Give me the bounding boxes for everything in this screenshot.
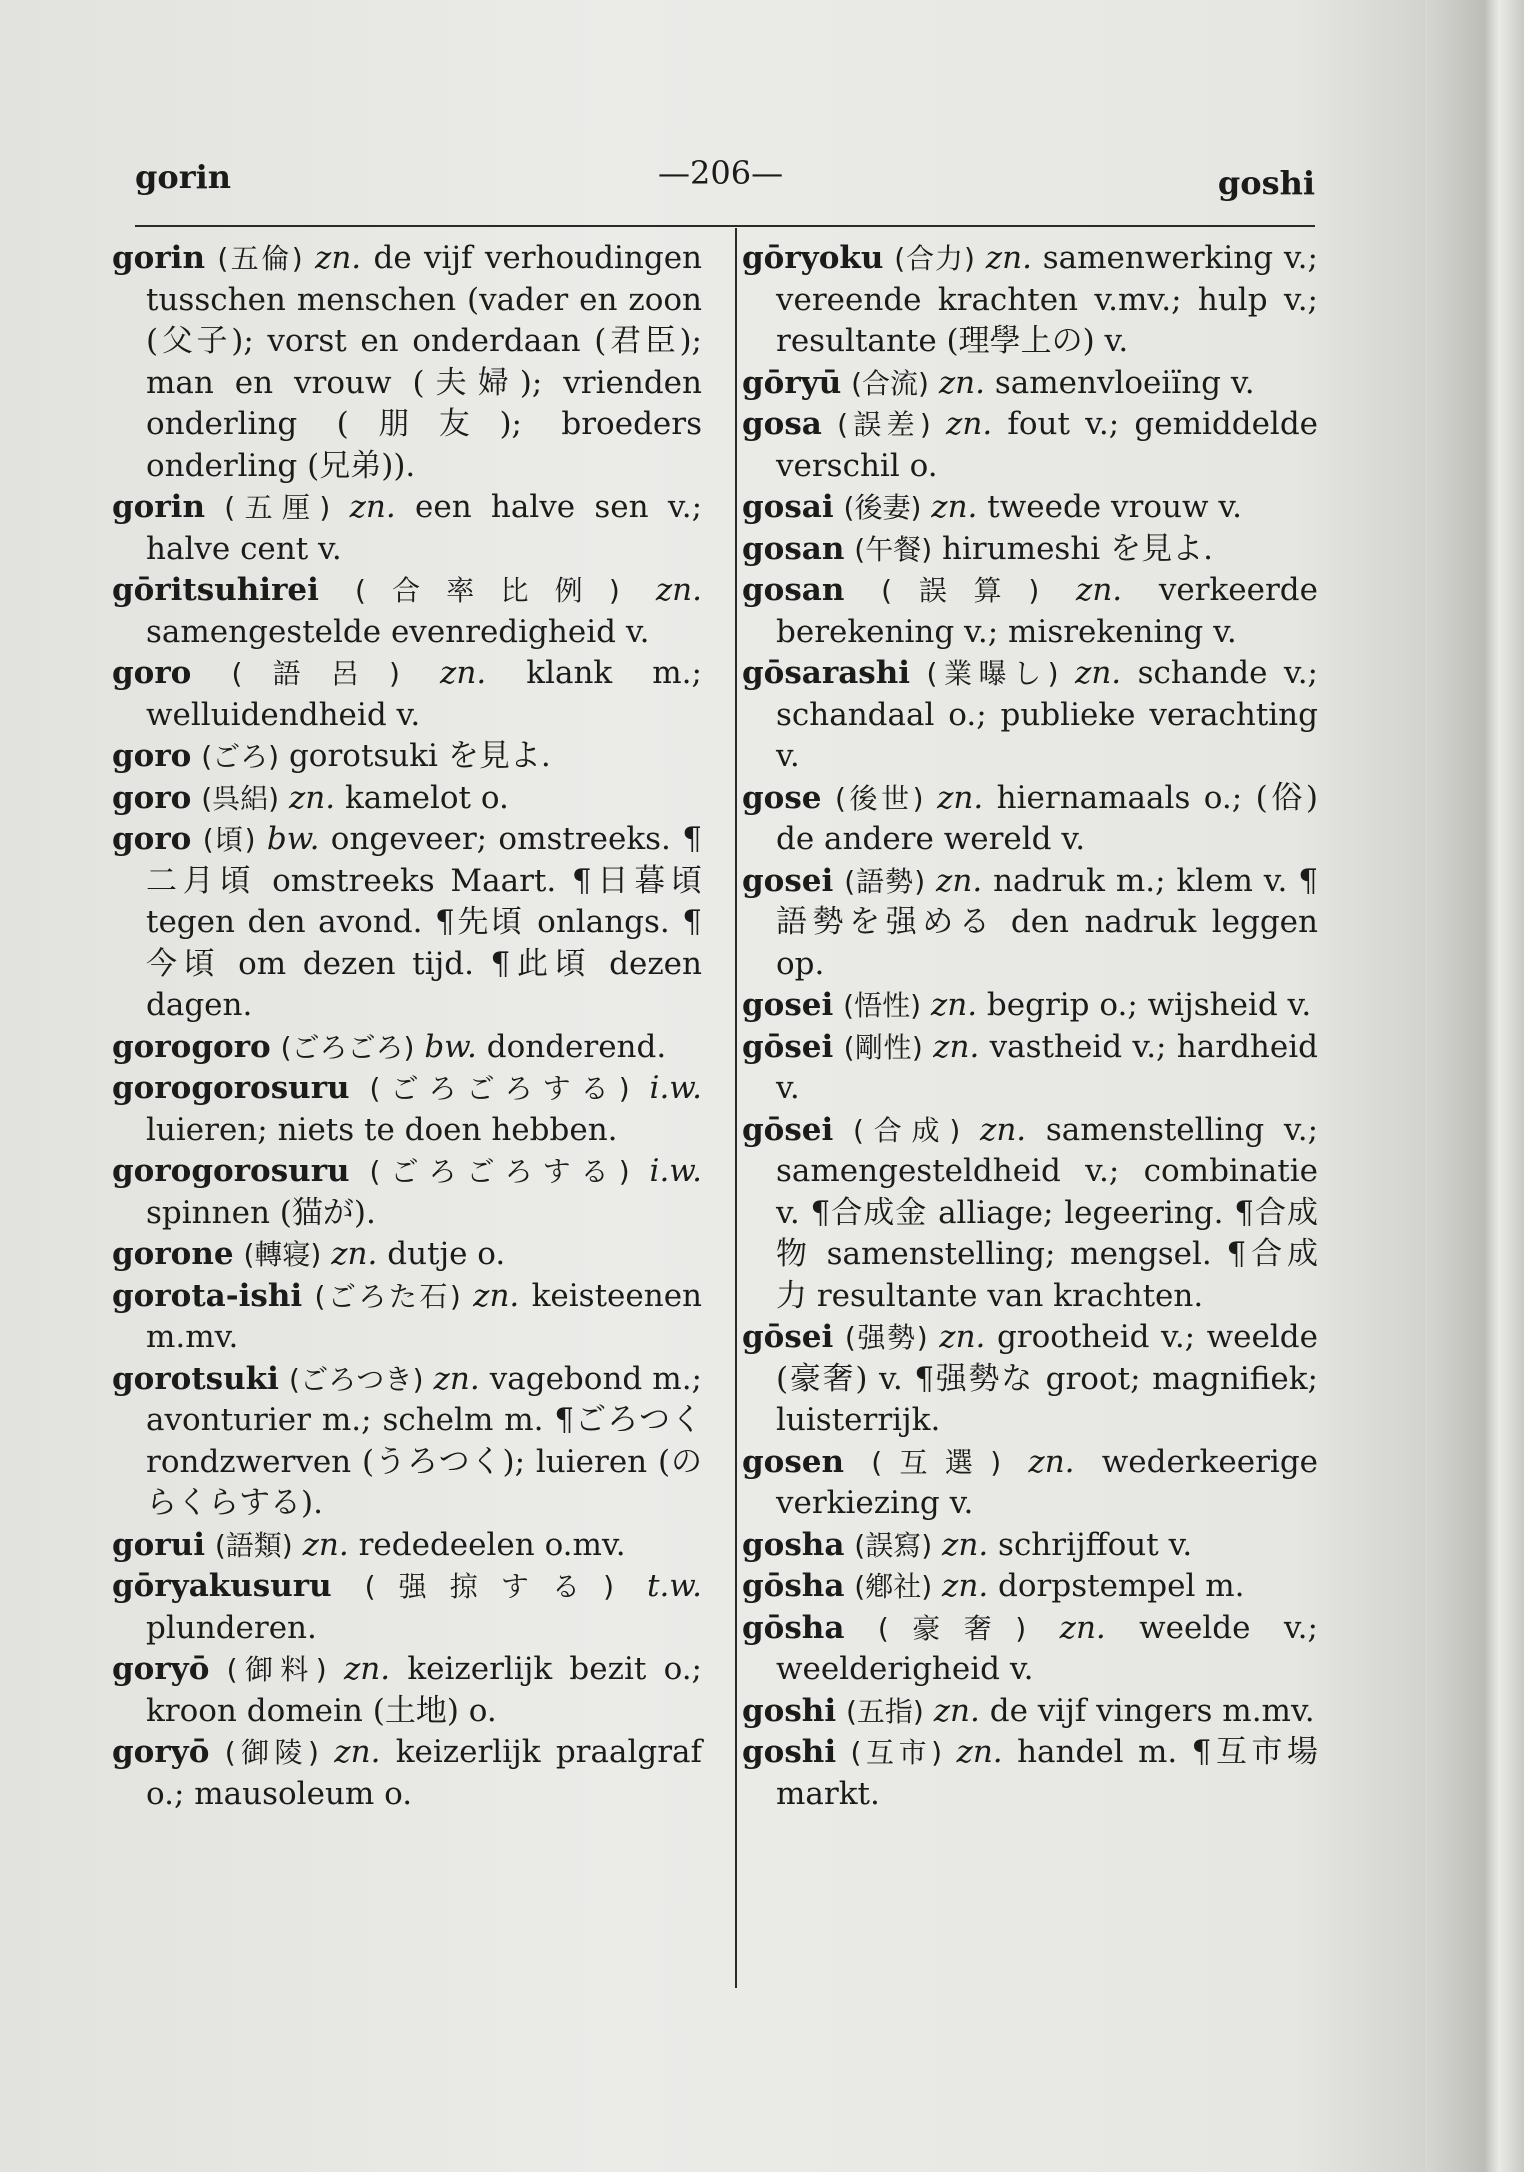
entry-kanji: (ごろごろ) <box>280 1030 415 1064</box>
dictionary-entry <box>112 1359 702 1525</box>
part-of-speech: zn. <box>939 1319 986 1355</box>
definition: spinnen (猫が). <box>146 1194 376 1231</box>
page-number: —206— <box>658 154 784 192</box>
headword: goro <box>112 779 192 816</box>
part-of-speech: zn. <box>1059 1609 1106 1646</box>
definition: keizerlijk praalgraf o.; mausoleum o. <box>146 1734 702 1812</box>
entry-kanji: (强勢) <box>844 1321 928 1354</box>
entry-kanji: (合力) <box>894 242 975 275</box>
entry-kanji: (强掠する) <box>364 1570 615 1603</box>
dictionary-entry <box>742 363 1318 405</box>
headword: gorota-ishi <box>112 1277 303 1314</box>
part-of-speech: zn. <box>946 406 993 442</box>
dictionary-entry <box>742 653 1318 778</box>
dictionary-entry <box>112 1068 702 1151</box>
headword: gōsei <box>742 1111 834 1148</box>
dictionary-entry <box>112 1234 702 1276</box>
dictionary-entry <box>742 1566 1318 1608</box>
dictionary-entry <box>112 1151 702 1234</box>
part-of-speech: zn. <box>334 1734 381 1770</box>
headword: gorui <box>112 1526 205 1563</box>
part-of-speech: zn. <box>942 1568 989 1604</box>
headword: gosai <box>742 489 834 525</box>
definition: luieren; niets te doen hebben. <box>146 1111 618 1148</box>
part-of-speech: zn. <box>956 1734 1003 1770</box>
entry-kanji: (合流) <box>851 366 929 400</box>
part-of-speech: zn. <box>440 655 487 691</box>
dictionary-entry <box>112 819 702 1027</box>
dictionary-entry <box>112 238 702 487</box>
part-of-speech: zn. <box>349 489 396 525</box>
part-of-speech: zn. <box>473 1277 520 1314</box>
entry-kanji: (鄕社) <box>854 1570 933 1603</box>
dictionary-entry <box>112 653 702 736</box>
dictionary-entry <box>742 1691 1318 1733</box>
left-column <box>112 238 702 1815</box>
entry-kanji: (ごろつき) <box>288 1362 424 1396</box>
dictionary-entry <box>742 861 1318 986</box>
definition: donderend. <box>486 1028 667 1065</box>
part-of-speech: bw. <box>266 821 320 857</box>
part-of-speech: zn. <box>288 779 336 816</box>
entry-kanji: (語呂) <box>231 657 400 690</box>
part-of-speech: zn. <box>1028 1443 1075 1480</box>
definition: begrip o.; wijsheid v. <box>986 987 1312 1023</box>
definition: kamelot o. <box>344 779 509 816</box>
part-of-speech: bw. <box>424 1028 477 1065</box>
entry-kanji: (語類) <box>214 1528 293 1562</box>
headword: goro <box>112 655 192 691</box>
definition: samenvloeiïng v. <box>994 364 1255 401</box>
header-rule <box>135 225 1315 227</box>
part-of-speech: zn. <box>933 1028 980 1065</box>
entry-kanji: (語勢) <box>844 864 926 898</box>
entry-kanji: (誤算) <box>881 574 1040 607</box>
headword: gōryoku <box>742 240 884 276</box>
definition: samenstelling v.; samengesteldheid v.; combinatie v. ¶合成金 alliage; legeering. ¶合成物 samenstelling; mengsel. ¶合成力 resultante van krachten. <box>776 1111 1319 1314</box>
part-of-speech: zn. <box>302 1526 349 1563</box>
entry-kanji: (合率比例) <box>354 574 620 607</box>
header-left-guideword: gorin <box>135 158 231 196</box>
definition: hirumeshi を見よ. <box>942 530 1213 567</box>
definition: tweede vrouw v. <box>987 489 1243 525</box>
headword: gose <box>742 779 822 816</box>
headword: gōsha <box>742 1568 845 1604</box>
part-of-speech: zn. <box>942 1526 989 1563</box>
dictionary-entry <box>112 1525 702 1567</box>
definition: vagebond m.; avonturier m.; schelm m. ¶ごろつく rondzwerven (うろつく); luieren (のらくらする). <box>146 1360 702 1521</box>
definition: schande v.; schandaal o.; publieke verachting v. <box>776 655 1318 774</box>
part-of-speech: zn. <box>343 1651 391 1687</box>
headword: gōritsuhirei <box>112 572 319 608</box>
definition: hiernamaals o.; (俗) de andere wereld v. <box>776 779 1319 857</box>
definition: de vijf verhoudingen tusschen menschen (vader en zoon (父子); vorst en onderdaan (君臣); man en vrouw (夫婦); vrienden onderling (朋友); broeders onderling (兄弟)). <box>146 240 703 484</box>
headword: gosan <box>742 530 845 567</box>
headword: gōryakusuru <box>112 1568 332 1604</box>
entry-kanji: (ごろごろする) <box>369 1155 630 1188</box>
definition: fout v.; gemiddelde verschil o. <box>776 406 1319 484</box>
headword: gosen <box>742 1443 845 1480</box>
headword: gorin <box>112 489 205 525</box>
dictionary-entry <box>742 1027 1318 1110</box>
part-of-speech: zn. <box>980 1111 1027 1148</box>
headword: gosan <box>742 572 845 608</box>
definition: verkeerde berekening v.; misrekening v. <box>776 572 1318 650</box>
definition: de vijf vingers m.mv. <box>989 1692 1315 1729</box>
part-of-speech: t.w. <box>646 1568 703 1604</box>
dictionary-entry <box>742 778 1318 861</box>
entry-kanji: (誤差) <box>837 408 931 441</box>
dictionary-entry <box>742 1732 1318 1815</box>
dictionary-entry <box>742 1608 1318 1691</box>
entry-kanji: (御陵) <box>224 1736 319 1769</box>
entry-kanji: (剛性) <box>843 1030 923 1064</box>
header-right-guideword: goshi <box>1217 164 1315 202</box>
dictionary-entry <box>112 736 702 778</box>
definition: nadruk m.; klem v. ¶語勢を强める den nadruk leggen op. <box>776 862 1319 982</box>
headword: gōsei <box>742 1319 834 1355</box>
part-of-speech: zn. <box>1076 572 1123 608</box>
entry-kanji: (ごろごろする) <box>369 1072 630 1105</box>
entry-kanji: (誤寫) <box>854 1528 933 1562</box>
dictionary-entry <box>112 1276 702 1359</box>
dictionary-entry <box>112 1732 702 1815</box>
dictionary-entry <box>112 778 702 820</box>
headword: gōryū <box>742 364 842 401</box>
definition: keisteenen m.mv. <box>146 1277 703 1355</box>
right-column <box>742 238 1318 1815</box>
entry-kanji: (五倫) <box>217 242 303 275</box>
column-divider <box>735 228 737 1988</box>
dictionary-entry <box>742 529 1318 571</box>
dictionary-entry <box>112 570 702 653</box>
dictionary-entry <box>742 1110 1318 1318</box>
entry-kanji: (ごろ) <box>201 740 280 773</box>
headword: gorin <box>112 240 205 276</box>
part-of-speech: zn. <box>985 240 1032 276</box>
entry-kanji: (五厘) <box>224 491 331 524</box>
part-of-speech: zn. <box>331 1236 378 1272</box>
definition: klank m.; welluidendheid v. <box>146 655 702 733</box>
entry-kanji: (五指) <box>845 1694 924 1728</box>
dictionary-entry <box>112 1649 702 1732</box>
entry-kanji: (互選) <box>871 1445 1002 1479</box>
part-of-speech: i.w. <box>649 1153 703 1189</box>
headword: gorone <box>112 1236 234 1272</box>
part-of-speech: zn. <box>655 572 702 608</box>
entry-kanji: (後妻) <box>843 491 922 524</box>
definition: samengestelde evenredigheid v. <box>146 613 650 650</box>
headword: goryō <box>112 1651 210 1687</box>
headword: gōsha <box>742 1609 845 1646</box>
entry-kanji: (御料) <box>226 1653 327 1686</box>
headword: goro <box>112 821 192 857</box>
part-of-speech: zn. <box>314 240 362 276</box>
definition: handel m. ¶互市場 markt. <box>776 1734 1319 1812</box>
headword: gorogorosuru <box>112 1153 350 1189</box>
headword: gosei <box>742 862 834 899</box>
headword: gorotsuki <box>112 1360 279 1397</box>
headword: goryō <box>112 1734 210 1770</box>
dictionary-entry <box>742 238 1318 363</box>
definition: schrijffout v. <box>998 1526 1193 1563</box>
dictionary-entry <box>112 1566 702 1649</box>
entry-kanji: (ごろた石) <box>314 1279 461 1313</box>
headword: gōsarashi <box>742 655 911 691</box>
entry-kanji: (後世) <box>834 781 924 815</box>
headword: gorogoro <box>112 1028 271 1065</box>
definition: rededeelen o.mv. <box>358 1526 626 1563</box>
part-of-speech: zn. <box>930 987 978 1023</box>
entry-kanji: (轉寝) <box>243 1238 322 1271</box>
definition: wederkeerige verkiezing v. <box>776 1443 1319 1521</box>
entry-kanji: (午餐) <box>854 532 933 566</box>
dictionary-entry <box>742 985 1318 1027</box>
part-of-speech: zn. <box>433 1360 480 1397</box>
dictionary-entry <box>742 404 1318 487</box>
dictionary-entry <box>742 1525 1318 1567</box>
dictionary-entry <box>742 1442 1318 1525</box>
entry-kanji: (合成) <box>853 1113 961 1147</box>
dictionary-entry <box>112 1027 702 1069</box>
headword: goro <box>112 738 192 774</box>
part-of-speech: zn. <box>937 779 984 816</box>
entry-kanji: (業曝し) <box>926 657 1059 690</box>
definition: samenwerking v.; vereende krachten v.mv.; hulp v.; resultante (理學上の) v. <box>776 240 1318 359</box>
definition: dutje o. <box>387 1236 506 1272</box>
part-of-speech: zn. <box>1075 655 1122 691</box>
definition: een halve sen v.; halve cent v. <box>146 489 703 567</box>
part-of-speech: zn. <box>936 862 983 899</box>
headword: goshi <box>742 1734 837 1770</box>
entry-kanji: (呉絽) <box>201 781 280 815</box>
part-of-speech: i.w. <box>649 1070 703 1106</box>
part-of-speech: zn. <box>933 1692 980 1729</box>
definition: gorotsuki を見よ. <box>288 738 551 774</box>
definition: grootheid v.; weelde (豪奢) v. ¶强勢な groot; magnifiek; luisterrijk. <box>776 1319 1318 1438</box>
entry-kanji: (豪奢) <box>877 1611 1027 1645</box>
part-of-speech: zn. <box>931 489 978 525</box>
entry-kanji: (悟性) <box>843 989 922 1022</box>
dictionary-entry <box>742 570 1318 653</box>
headword: gosei <box>742 987 834 1023</box>
part-of-speech: zn. <box>938 364 985 401</box>
entry-kanji: (頃) <box>202 823 256 856</box>
definition: dorpstempel m. <box>998 1568 1245 1604</box>
definition: ongeveer; omstreeks. ¶二月頃 omstreeks Maart. ¶日暮頃 tegen den avond. ¶先頃 onlangs. ¶今頃 om dezen tijd. ¶此頃 dezen dagen. <box>146 821 702 1023</box>
definition: weelde v.; weelderigheid v. <box>776 1609 1318 1687</box>
definition: vastheid v.; hardheid v. <box>776 1028 1318 1106</box>
definition: keizerlijk bezit o.; kroon domein (土地) o. <box>146 1651 702 1729</box>
dictionary-entry <box>112 487 702 570</box>
headword: gosa <box>742 406 822 442</box>
page-gutter <box>1425 0 1524 2172</box>
dictionary-entry <box>742 487 1318 529</box>
headword: gorogorosuru <box>112 1070 350 1106</box>
definition: plunderen. <box>146 1609 317 1646</box>
running-header <box>130 150 1320 200</box>
headword: gosha <box>742 1526 845 1563</box>
dictionary-entry <box>742 1317 1318 1442</box>
headword: goshi <box>742 1692 837 1729</box>
headword: gōsei <box>742 1028 834 1065</box>
entry-kanji: (互市) <box>850 1736 943 1769</box>
